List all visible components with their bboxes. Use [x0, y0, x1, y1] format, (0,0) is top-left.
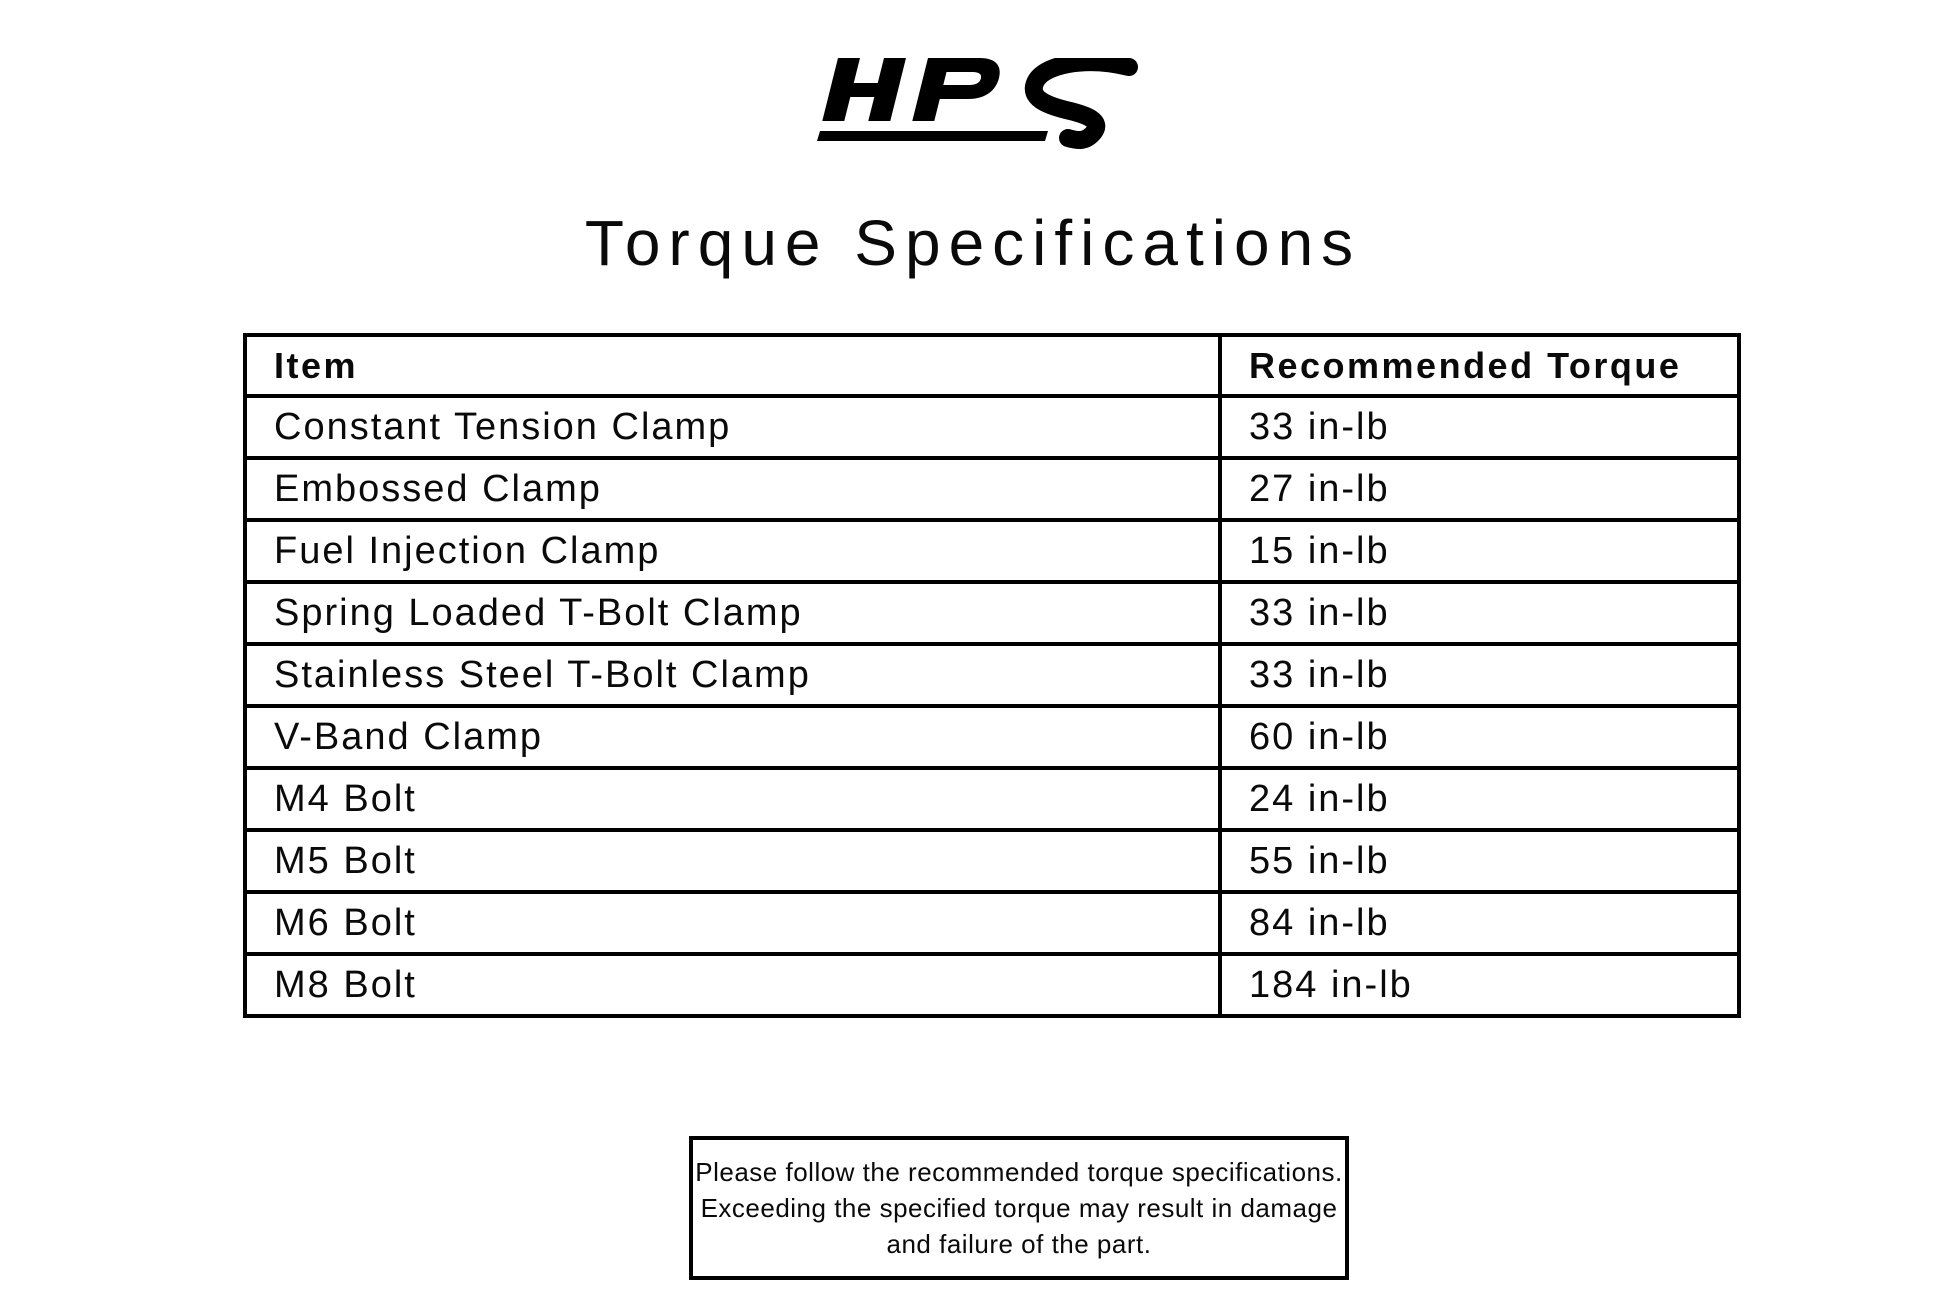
- torque-cell: 84 in-lb: [1220, 892, 1739, 954]
- table-header-row: [245, 335, 1739, 396]
- torque-cell: 33 in-lb: [1220, 582, 1739, 644]
- table-row: [245, 706, 1739, 768]
- item-cell: Spring Loaded T-Bolt Clamp: [245, 582, 1220, 644]
- hps-logo: [816, 58, 1140, 150]
- torque-cell: 33 in-lb: [1220, 396, 1739, 458]
- item-cell: M4 Bolt: [245, 768, 1220, 830]
- table-row: [245, 582, 1739, 644]
- table-row: [245, 644, 1739, 706]
- page-title: Torque Specifications: [584, 207, 1362, 279]
- item-cell: Embossed Clamp: [245, 458, 1220, 520]
- column-header-item: Item: [245, 335, 1220, 396]
- note-line: Please follow the recommended torque specifications.: [695, 1157, 1343, 1187]
- item-cell: Constant Tension Clamp: [245, 396, 1220, 458]
- torque-cell: 184 in-lb: [1220, 954, 1739, 1016]
- item-cell: Fuel Injection Clamp: [245, 520, 1220, 582]
- torque-cell: 33 in-lb: [1220, 644, 1739, 706]
- column-header-torque: Recommended Torque: [1220, 335, 1739, 396]
- hps-logo-graphic: [816, 58, 1140, 150]
- item-cell: M6 Bolt: [245, 892, 1220, 954]
- item-cell: M8 Bolt: [245, 954, 1220, 1016]
- item-cell: M5 Bolt: [245, 830, 1220, 892]
- item-cell: V-Band Clamp: [245, 706, 1220, 768]
- item-cell: Stainless Steel T-Bolt Clamp: [245, 644, 1220, 706]
- table-row: [245, 892, 1739, 954]
- table-row: [245, 830, 1739, 892]
- table-row: [245, 458, 1739, 520]
- note-line: Exceeding the specified torque may result in damage: [700, 1193, 1338, 1223]
- torque-cell: 55 in-lb: [1220, 830, 1739, 892]
- torque-cell: 15 in-lb: [1220, 520, 1739, 582]
- table-row: [245, 954, 1739, 1016]
- torque-cell: 60 in-lb: [1220, 706, 1739, 768]
- torque-cell: 24 in-lb: [1220, 768, 1739, 830]
- torque-spec-table: [243, 333, 1741, 1018]
- warning-note: [689, 1136, 1349, 1280]
- table-row: [245, 396, 1739, 458]
- table-row: [245, 520, 1739, 582]
- table-row: [245, 768, 1739, 830]
- torque-cell: 27 in-lb: [1220, 458, 1739, 520]
- note-line: and failure of the part.: [886, 1229, 1152, 1259]
